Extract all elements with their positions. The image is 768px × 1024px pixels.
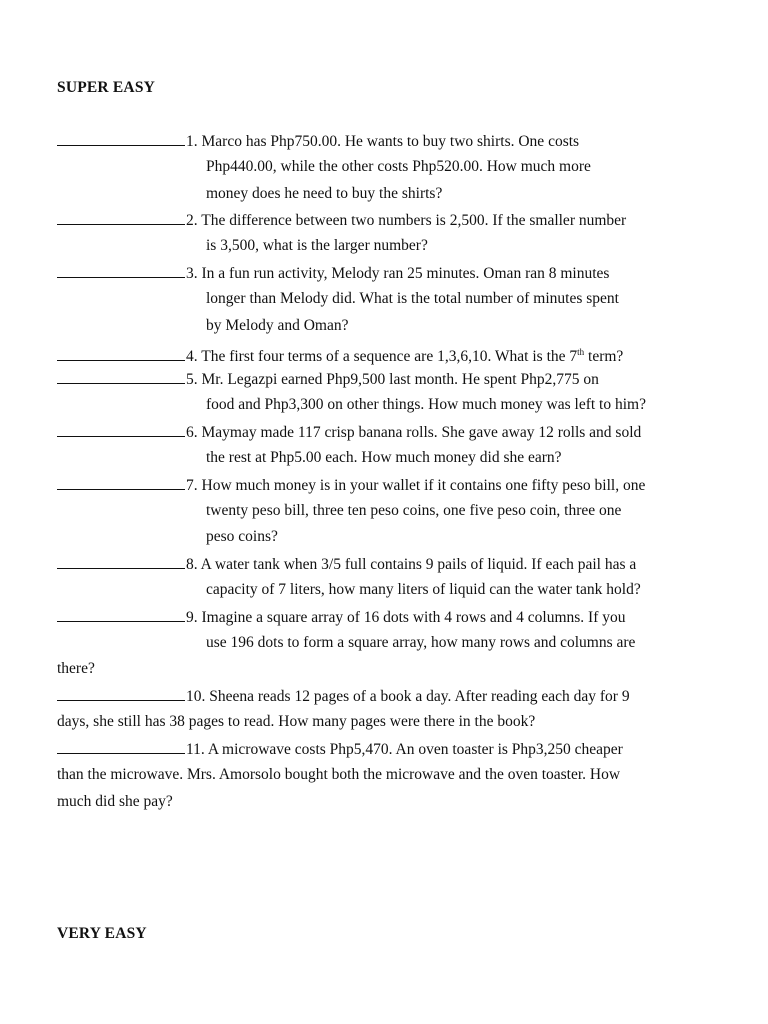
question-number: 10. [186,688,206,705]
answer-blank[interactable] [57,211,185,225]
question-text: by Melody and Oman? [206,317,349,334]
question-text: How much money is in your wallet if it contains one fifty peso bill, one [201,477,646,494]
question-number: 8. [186,556,198,573]
question-text: Maymay made 117 crisp banana rolls. She gave away 12 rolls and sold [201,424,642,441]
question-text: is 3,500, what is the larger number? [206,237,428,254]
question-text: Sheena reads 12 pages of a book a day. After reading each day for 9 [209,688,630,705]
answer-blank[interactable] [57,423,185,437]
question-number: 4. [186,348,198,365]
question-6 [57,423,641,442]
section-heading-super-easy: SUPER EASY [57,79,156,96]
question-text: twenty peso bill, three ten peso coins, one five peso coin, three one [206,502,622,519]
question-text: The first four terms of a sequence are 1,3,6,10. What is the 7 [201,348,578,365]
question-text: Mr. Legazpi earned Php9,500 last month. He spent Php2,775 on [201,371,599,388]
question-number: 5. [186,371,198,388]
answer-blank[interactable] [57,347,185,361]
question-text: there? [57,660,95,677]
answer-blank[interactable] [57,370,185,384]
question-text: Marco has Php750.00. He wants to buy two shirts. One costs [201,133,580,150]
section-heading-very-easy: VERY EASY [57,925,147,942]
question-text: use 196 dots to form a square array, how many rows and columns are [206,634,636,651]
answer-blank[interactable] [57,264,185,278]
question-text: food and Php3,300 on other things. How much money was left to him? [206,396,646,413]
question-text: Php440.00, while the other costs Php520.00. How much more [206,158,591,175]
question-4 [57,343,623,366]
question-3 [57,264,609,283]
question-11 [57,740,623,759]
answer-blank[interactable] [57,740,185,754]
question-text: A microwave costs Php5,470. An oven toaster is Php3,250 cheaper [207,741,623,758]
question-number: 9. [186,609,198,626]
question-text: the rest at Php5.00 each. How much money did she earn? [206,449,562,466]
question-text: A water tank when 3/5 full contains 9 pails of liquid. If each pail has a [200,556,637,573]
question-text: peso coins? [206,528,278,545]
answer-blank[interactable] [57,555,185,569]
question-text: days, she still has 38 pages to read. How many pages were there in the book? [57,713,536,730]
question-5 [57,370,599,389]
question-text: The difference between two numbers is 2,500. If the smaller number [201,212,627,229]
superscript: th [577,347,585,357]
question-text: than the microwave. Mrs. Amorsolo bought both the microwave and the oven toaster. How [57,766,621,783]
question-text: much did she pay? [57,793,173,810]
question-number: 7. [186,477,198,494]
question-10 [57,687,630,706]
question-number: 2. [186,212,198,229]
question-text: money does he need to buy the shirts? [206,185,443,202]
question-1 [57,132,579,151]
answer-blank[interactable] [57,476,185,490]
answer-blank[interactable] [57,132,185,146]
question-9 [57,608,626,627]
question-text: term? [584,348,624,365]
question-8 [57,555,636,574]
answer-blank[interactable] [57,687,185,701]
question-text: Imagine a square array of 16 dots with 4 rows and 4 columns. If you [201,609,626,626]
question-2 [57,211,626,230]
question-number: 1. [186,133,198,150]
question-number: 3. [186,265,198,282]
question-text: In a fun run activity, Melody ran 25 minutes. Oman ran 8 minutes [201,265,610,282]
question-text: longer than Melody did. What is the total number of minutes spent [206,290,619,307]
question-number: 11. [186,741,205,758]
question-text: capacity of 7 liters, how many liters of liquid can the water tank hold? [206,581,641,598]
question-7 [57,476,645,495]
answer-blank[interactable] [57,608,185,622]
question-number: 6. [186,424,198,441]
